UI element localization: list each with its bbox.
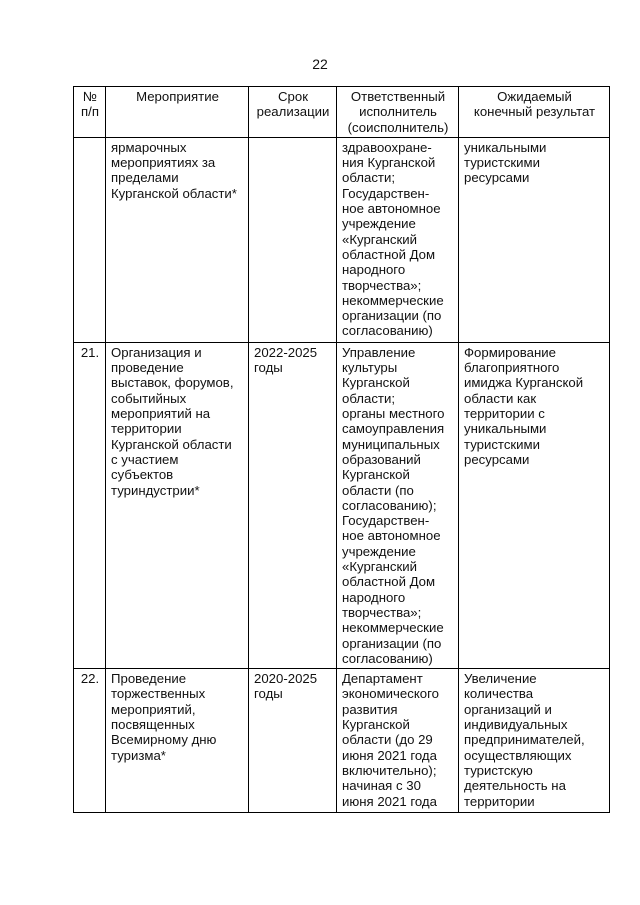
cell-result: Формирование благоприятного имиджа Курганской области как территории с уникальными туристскими ресурсами	[459, 342, 610, 668]
cell-term: 2022-2025 годы	[249, 342, 337, 668]
table-header-row	[74, 87, 610, 138]
cell-result: Увеличение количества организаций и индивидуальных предпринимателей, осуществляющих туристскую деятельность на территории	[459, 669, 610, 813]
measures-table	[73, 86, 610, 813]
cell-event: Организация и проведение выставок, форумов, событийных мероприятий на территории Курганской области с участием субъектов туриндустрии*	[106, 342, 249, 668]
header-result: Ожидаемый конечный результат	[459, 87, 610, 138]
cell-term: 2020-2025 годы	[249, 669, 337, 813]
table-row	[74, 137, 610, 342]
cell-event: Проведение торжественных мероприятий, посвященных Всемирному дню туризма*	[106, 669, 249, 813]
table-row	[74, 342, 610, 668]
cell-executor: Управление культуры Курганской области; органы местного самоуправления муниципальных образований Курганской области (по согласованию); Государствен- ное автономное учреждение «Курганский областной Дом народного творчества»; некоммерческие организации (по согласованию)	[337, 342, 459, 668]
cell-executor: здравоохране- ния Курганской области; Государствен- ное автономное учреждение «Курганский областной Дом народного творчества»; некоммерческие организации (по согласованию)	[337, 137, 459, 342]
header-executor: Ответственный исполнитель (соисполнитель)	[337, 87, 459, 138]
cell-num: 22.	[74, 669, 106, 813]
cell-result: уникальными туристскими ресурсами	[459, 137, 610, 342]
cell-term	[249, 137, 337, 342]
cell-event: ярмарочных мероприятиях за пределами Курганской области*	[106, 137, 249, 342]
cell-num: 21.	[74, 342, 106, 668]
header-term: Срок реализации	[249, 87, 337, 138]
cell-num	[74, 137, 106, 342]
page-number: 22	[312, 56, 328, 72]
header-num: № п/п	[74, 87, 106, 138]
table-row	[74, 669, 610, 813]
header-event: Мероприятие	[106, 87, 249, 138]
cell-executor: Департамент экономического развития Курганской области (до 29 июня 2021 года включительно); начиная с 30 июня 2021 года	[337, 669, 459, 813]
